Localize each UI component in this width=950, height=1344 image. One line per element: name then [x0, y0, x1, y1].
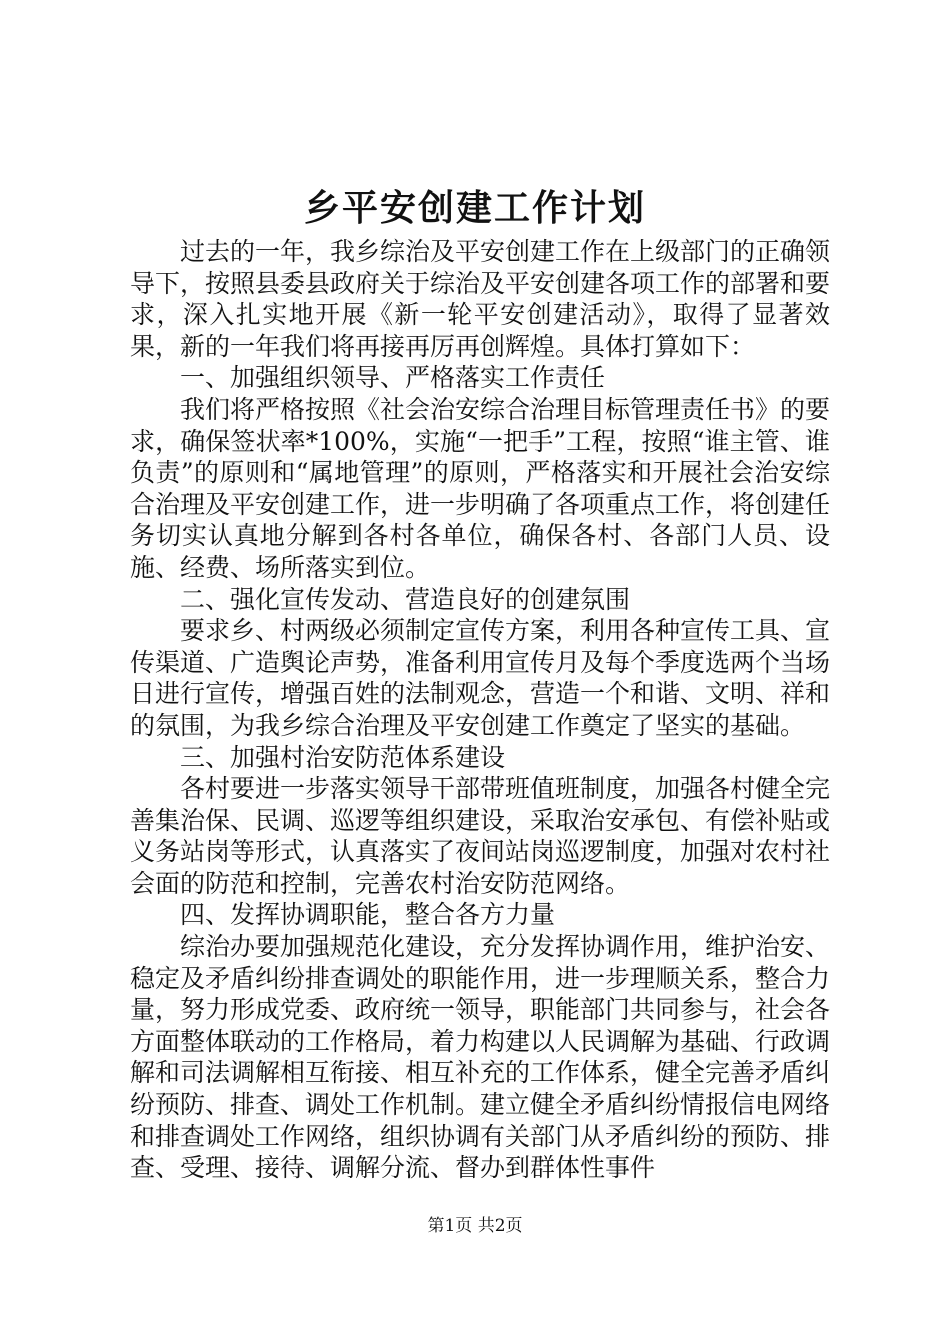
page-footer: 第1页 共2页: [427, 1216, 523, 1236]
section-heading-2: 二、强化宣传发动、营造良好的创建氛围: [180, 584, 631, 614]
section-1-paragraph: 我们将严格按照《社会治安综合治理目标管理责任书》的要求，确保签状率*100%，实施“一把手”工程，按照“谁主管、谁负责”的原则和“属地管理”的原则，严格落实和开展社会治安综合治理及平安创建工作，进一步明确了各项重点工作，将创建任务切实认真地分解到各村各单位，确保各村、各部门人员、设施、经费、场所落实到位。: [130, 394, 831, 582]
document-body: [130, 236, 830, 1184]
intro-paragraph: 过去的一年，我乡综治及平安创建工作在上级部门的正确领导下，按照县委县政府关于综治及平安创建各项工作的部署和要求，深入扎实地开展《新一轮平安创建活动》，取得了显著效果，新的一年我们将再接再厉再创辉煌。具体打算如下：: [130, 237, 831, 361]
section-heading-4: 四、发挥协调职能，整合各方力量: [180, 900, 556, 930]
section-heading-1: 一、加强组织领导、严格落实工作责任: [180, 363, 606, 393]
section-2-paragraph: 要求乡、村两级必须制定宣传方案，利用各种宣传工具、宣传渠道、广造舆论声势，准备利用宣传月及每个季度选两个当场日进行宣传，增强百姓的法制观念，营造一个和谐、文明、祥和的氛围，为我乡综合治理及平安创建工作奠定了坚实的基础。: [130, 616, 831, 740]
section-4-paragraph: 综治办要加强规范化建设，充分发挥协调作用，维护治安、稳定及矛盾纠纷排查调处的职能作用，进一步理顺关系，整合力量，努力形成党委、政府统一领导，职能部门共同参与，社会各方面整体联动的工作格局，着力构建以人民调解为基础、行政调解和司法调解相互衔接、相互补充的工作体系，健全完善矛盾纠纷预防、排查、调处工作机制。建立健全矛盾纠纷情报信电网络和排查调处工作网络，组织协调有关部门从矛盾纠纷的预防、排查、受理、接待、调解分流、督办到群体性事件: [130, 932, 831, 1183]
section-3-paragraph: 各村要进一步落实领导干部带班值班制度，加强各村健全完善集治保、民调、巡逻等组织建设，采取治安承包、有偿补贴或义务站岗等形式，认真落实了夜间站岗巡逻制度，加强对农村社会面的防范和控制，完善农村治安防范网络。: [130, 774, 831, 898]
section-heading-3: 三、加强村治安防范体系建设: [180, 742, 506, 772]
document-title: 乡平安创建工作计划: [303, 187, 646, 229]
